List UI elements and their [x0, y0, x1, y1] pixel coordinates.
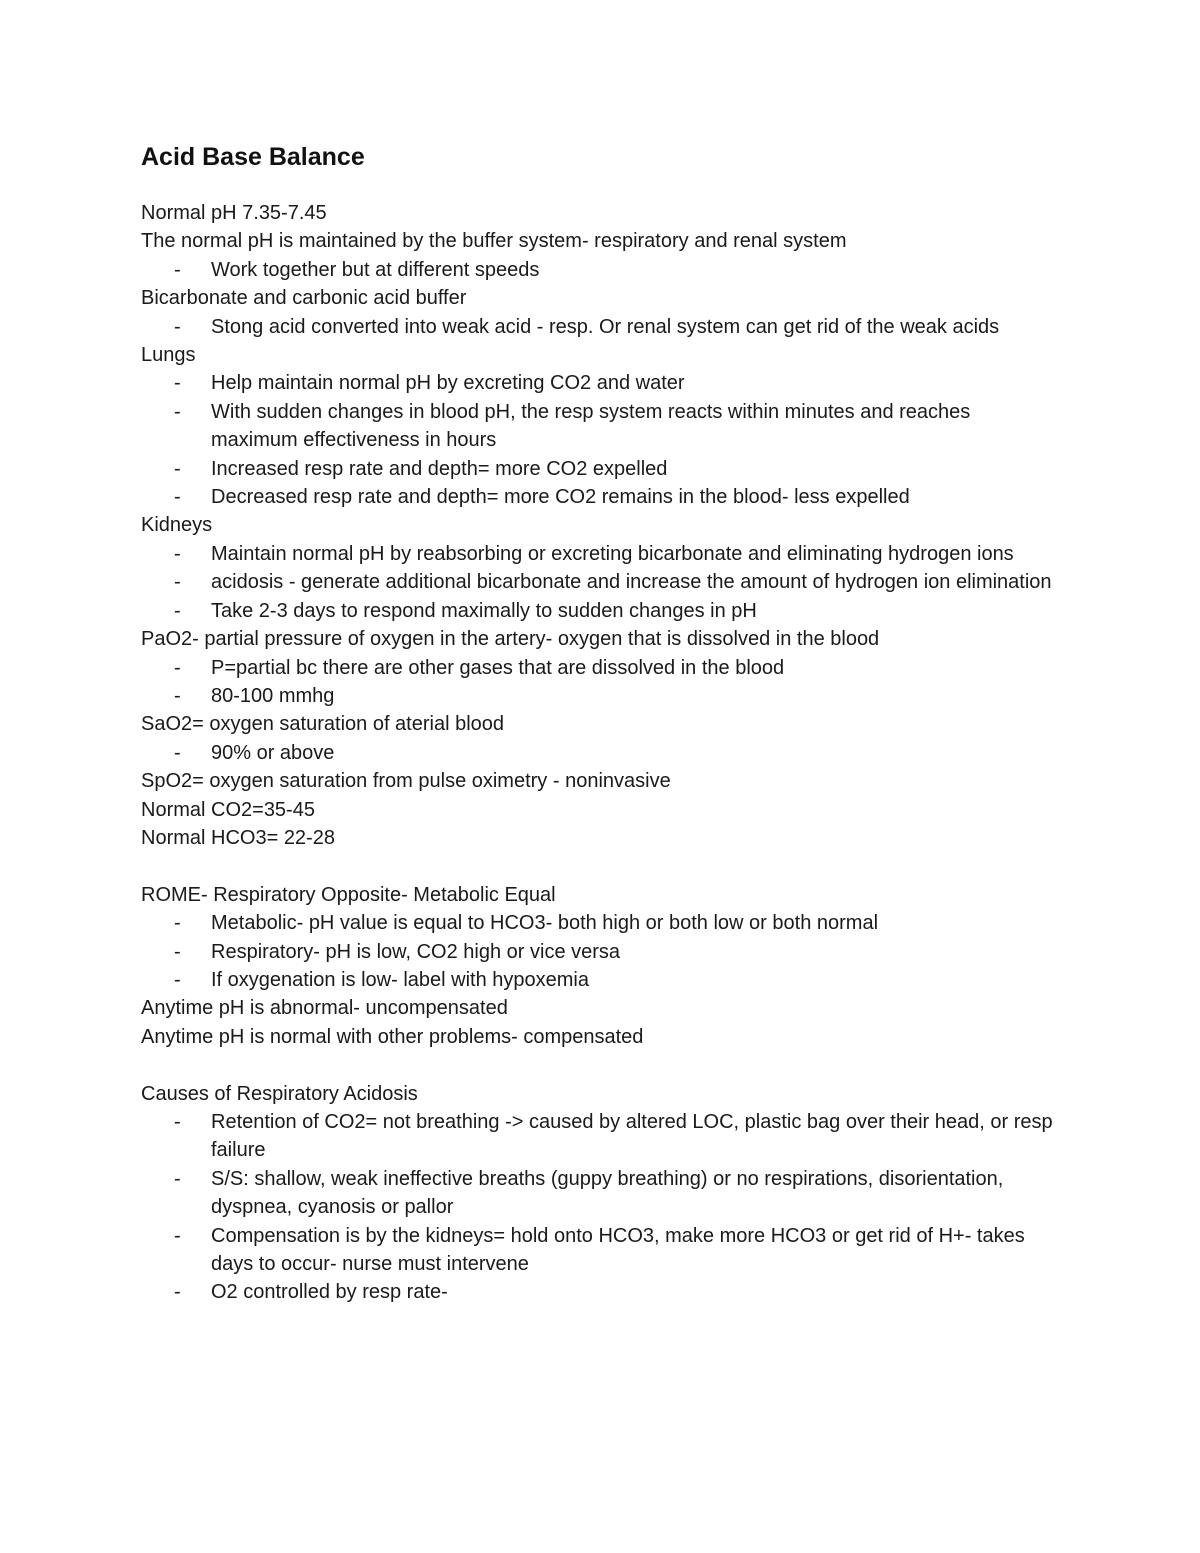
bullet-dash: - — [174, 912, 181, 935]
bullet-dash: - — [174, 968, 181, 991]
bullet-item — [141, 597, 1061, 625]
bullet-item — [141, 654, 1061, 682]
bullet-dash: - — [174, 571, 181, 594]
bullet-item — [141, 256, 1061, 284]
paragraph-line: ROME- Respiratory Opposite- Metabolic Equal — [141, 883, 556, 906]
bullet-text: Maintain normal pH by reabsorbing or excreting bicarbonate and eliminating hydrogen ions — [211, 542, 1014, 565]
bullet-item — [141, 1222, 1061, 1279]
bullet-dash: - — [174, 741, 181, 764]
paragraph-line: The normal pH is maintained by the buffer system- respiratory and renal system — [141, 230, 847, 253]
bullet-item — [141, 398, 1061, 455]
bullet-text: Work together but at different speeds — [211, 258, 540, 281]
paragraph-line: Causes of Respiratory Acidosis — [141, 1082, 418, 1105]
document-body — [141, 199, 1061, 1307]
bullet-text: Decreased resp rate and depth= more CO2 remains in the blood- less expelled — [211, 486, 910, 509]
bullet-item — [141, 369, 1061, 397]
bullet-item — [141, 540, 1061, 568]
paragraph-line: Normal pH 7.35-7.45 — [141, 202, 327, 224]
blank-line — [141, 852, 1061, 880]
bullet-dash: - — [174, 940, 181, 963]
bullet-dash: - — [174, 599, 181, 622]
bullet-dash: - — [174, 457, 181, 480]
bullet-dash: - — [174, 656, 181, 679]
bullet-text: Help maintain normal pH by excreting CO2 and water — [211, 372, 685, 395]
bullet-dash: - — [174, 486, 181, 509]
bullet-text: P=partial bc there are other gases that are dissolved in the blood — [211, 656, 785, 679]
bullet-item — [141, 682, 1061, 710]
bullet-item — [141, 455, 1061, 483]
bullet-dash: - — [174, 684, 181, 707]
paragraph-line: Anytime pH is abnormal- uncompensated — [141, 997, 508, 1020]
bullet-item — [141, 568, 1061, 596]
bullet-item — [141, 909, 1061, 937]
bullet-text: S/S: shallow, weak ineffective breaths (guppy breathing) or no respirations, disorientation, dyspnea, cyanosis or pallor — [211, 1167, 1004, 1219]
bullet-item — [141, 1108, 1061, 1165]
bullet-text: Metabolic- pH value is equal to HCO3- both high or both low or both normal — [211, 912, 879, 935]
bullet-item — [141, 313, 1061, 341]
bullet-text: Respiratory- pH is low, CO2 high or vice versa — [211, 940, 621, 963]
bullet-item — [141, 1278, 1061, 1306]
bullet-text: Take 2-3 days to respond maximally to sudden changes in pH — [211, 599, 757, 622]
bullet-item — [141, 966, 1061, 994]
paragraph-line: Normal CO2=35-45 — [141, 798, 315, 821]
blank-line — [141, 1051, 1061, 1079]
bullet-text: O2 controlled by resp rate- — [211, 1281, 448, 1304]
bullet-dash: - — [174, 1167, 181, 1190]
bullet-text: 90% or above — [211, 741, 335, 764]
bullet-text: Increased resp rate and depth= more CO2 expelled — [211, 457, 668, 480]
bullet-text: If oxygenation is low- label with hypoxemia — [211, 968, 589, 991]
paragraph-line: SpO2= oxygen saturation from pulse oximetry - noninvasive — [141, 770, 671, 793]
bullet-dash: - — [174, 542, 181, 565]
bullet-item — [141, 938, 1061, 966]
bullet-item — [141, 739, 1061, 767]
paragraph-line: Bicarbonate and carbonic acid buffer — [141, 287, 467, 310]
bullet-dash: - — [174, 1110, 181, 1133]
bullet-dash: - — [174, 1281, 181, 1304]
paragraph-line: Kidneys — [141, 514, 213, 537]
bullet-text: 80-100 mmhg — [211, 684, 335, 707]
document-title: Acid Base Balance — [141, 143, 365, 171]
bullet-text: Retention of CO2= not breathing -> caused by altered LOC, plastic bag over their head, or resp failure — [211, 1110, 1053, 1162]
paragraph-line: PaO2- partial pressure of oxygen in the artery- oxygen that is dissolved in the blood — [141, 628, 880, 651]
bullet-text: Stong acid converted into weak acid - resp. Or renal system can get rid of the weak acids — [211, 315, 1000, 338]
bullet-dash: - — [174, 372, 181, 395]
bullet-dash: - — [174, 400, 181, 423]
bullet-dash: - — [174, 1224, 181, 1247]
document-page — [141, 139, 1061, 1307]
paragraph-line: SaO2= oxygen saturation of aterial blood — [141, 713, 505, 736]
paragraph-line: Normal HCO3= 22-28 — [141, 826, 335, 849]
bullet-item — [141, 1165, 1061, 1222]
bullet-dash: - — [174, 258, 181, 281]
bullet-text: acidosis - generate additional bicarbonate and increase the amount of hydrogen ion elimination — [211, 571, 1052, 594]
bullet-item — [141, 483, 1061, 511]
bullet-text: Compensation is by the kidneys= hold onto HCO3, make more HCO3 or get rid of H+- takes days to occur- nurse must intervene — [211, 1224, 1025, 1275]
paragraph-line: Lungs — [141, 344, 196, 367]
bullet-dash: - — [174, 315, 181, 338]
paragraph-line: Anytime pH is normal with other problems- compensated — [141, 1025, 644, 1048]
bullet-text: With sudden changes in blood pH, the resp system reacts within minutes and reaches maximum effectiveness in hours — [211, 400, 971, 452]
